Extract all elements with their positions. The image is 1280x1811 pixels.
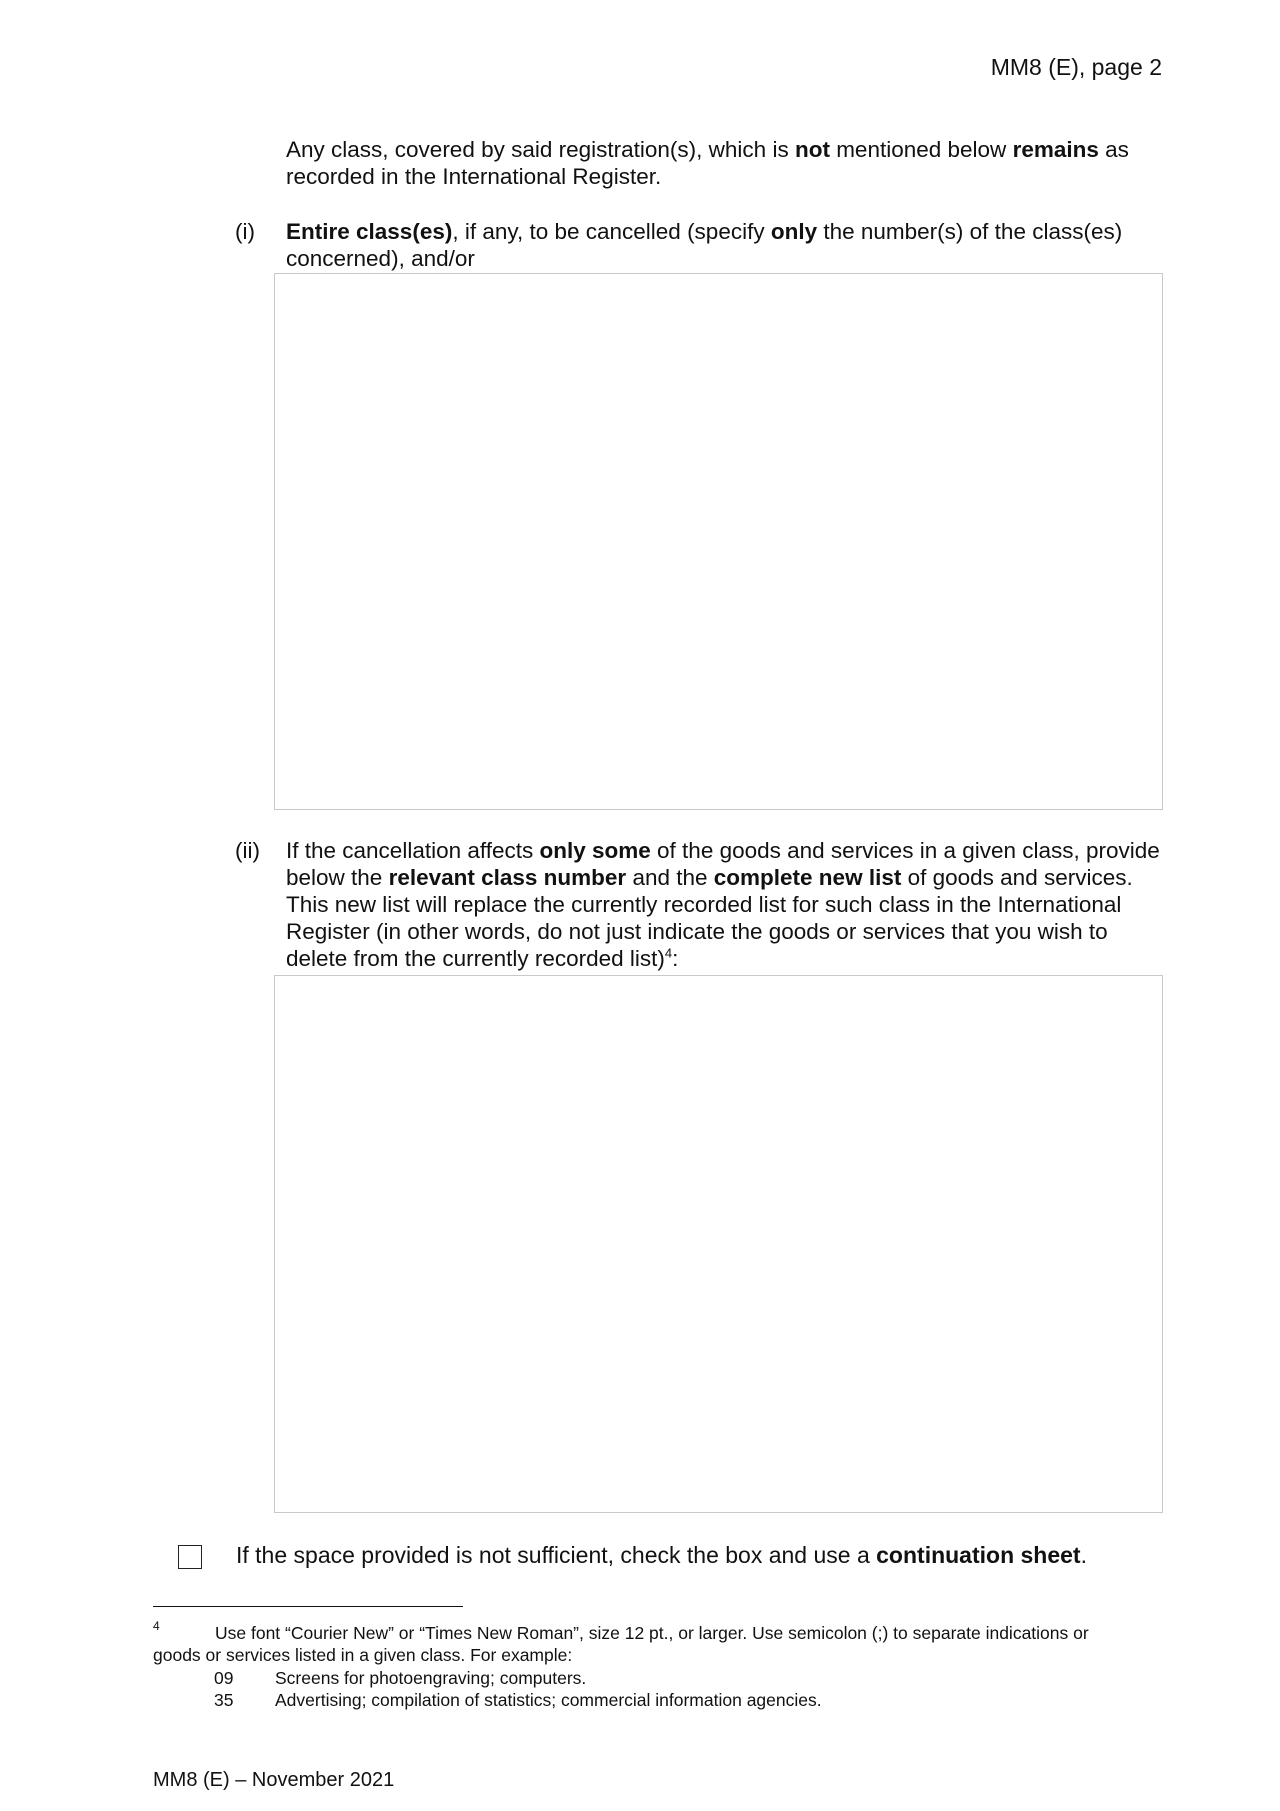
continuation-sheet-checkbox[interactable] <box>178 1545 202 1569</box>
goods-services-list-input-box[interactable] <box>274 975 1163 1513</box>
item-ii-text: If the cancellation affects only some of the goods and services in a given class, provide below the relevant class number and the complete new list of goods and services. This new list will replace the currently recorded list for such class in the International Register (in other words, do not just indicate the goods or services that you wish to delete from the currently recorded list)$^4$: <box>286 838 1160 971</box>
footnote-number: 4 <box>153 1619 160 1633</box>
item-ii-marker: (ii) <box>235 838 260 863</box>
entire-classes-input-box[interactable] <box>274 273 1163 810</box>
page-footer: MM8 (E) – November 2021 <box>153 1769 395 1791</box>
item-i-marker: (i) <box>235 219 255 244</box>
footnote-example-code: 35 <box>214 1690 234 1710</box>
footnote-example-text: Advertising; compilation of statistics; commercial information agencies. <box>275 1690 822 1710</box>
footnote-text: Use font “Courier New” or “Times New Roman”, size 12 pt., or larger. Use semicolon (;) to separate indications or goods or services listed in a given class. For example: <box>153 1623 1089 1665</box>
item-i-text: Entire class(es), if any, to be cancelled (specify only the number(s) of the class(es) concerned), and/or <box>286 219 1123 271</box>
footnote-divider <box>153 1606 463 1607</box>
page-reference: MM8 (E), page 2 <box>990 54 1162 80</box>
footnote-example-code: 09 <box>214 1668 234 1688</box>
footnote-example-text: Screens for photoengraving; computers. <box>275 1668 587 1688</box>
continuation-label: If the space provided is not sufficient, check the box and use a continuation sheet. <box>236 1542 1087 1568</box>
footnote-reference: 4 <box>664 945 673 961</box>
intro-paragraph: Any class, covered by said registration(s), which is not mentioned below remains as recorded in the International Register. <box>286 137 1129 189</box>
